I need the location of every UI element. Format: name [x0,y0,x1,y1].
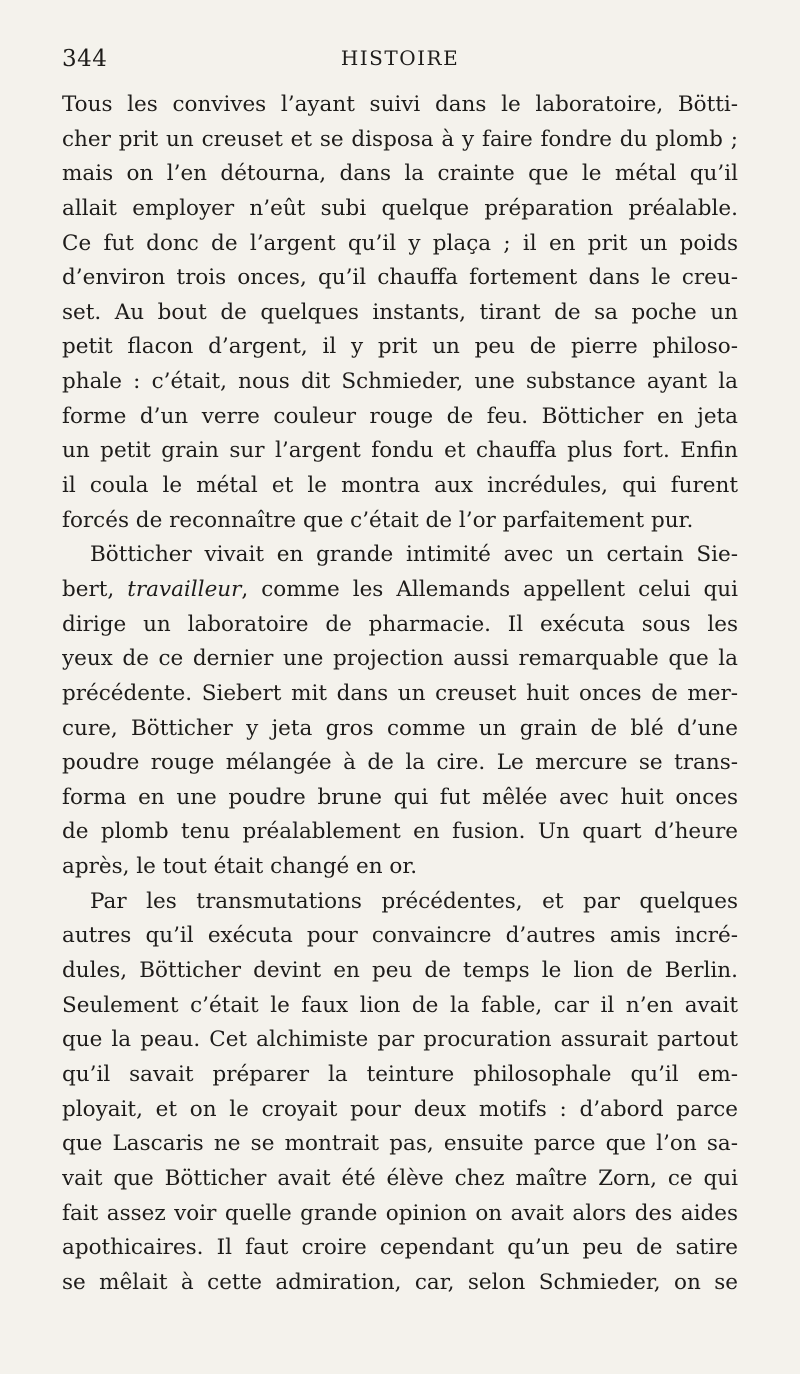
text-line: autres qu’il exécuta pour convaincre d’autres amis incré- [62,923,738,949]
text-line: cure, Bötticher y jeta gros comme un grain de blé d’une [62,715,738,741]
running-head [62,46,738,80]
text-line: vait que Bötticher avait été élève chez maître Zorn, ce qui [62,1165,738,1191]
text-line: Par les transmutations précédentes, et par quelques [90,888,738,914]
text-line: mais on l’en détourna, dans la crainte que le métal qu’il [62,161,738,187]
text-line: que la peau. Cet alchimiste par procuration assurait partout [62,1027,738,1053]
text-line: Bötticher vivait en grande intimité avec un certain Sie- [90,542,738,568]
text-segment: , comme les Allemands appellent celui qui [241,576,738,602]
text-line: dules, Bötticher devint en peu de temps le lion de Berlin. [62,958,738,984]
text-line: après, le tout était changé en or. [62,854,418,880]
text-line: il coula le métal et le montra aux incrédules, qui furent [62,473,738,499]
text-line: forme d’un verre couleur rouge de feu. Bötticher en jeta [62,403,738,429]
text-line: phale : c’était, nous dit Schmieder, une substance ayant la [62,369,738,395]
text-line: de plomb tenu préalablement en fusion. Un quart d’heure [62,819,738,845]
text-line: petit flacon d’argent, il y prit un peu de pierre philoso- [62,334,738,360]
text-line: forcés de reconnaître que c’était de l’or parfaitement pur. [62,507,694,533]
text-line: forma en une poudre brune qui fut mêlée avec huit onces [62,784,738,810]
text-line: précédente. Siebert mit dans un creuset huit onces de mer- [62,680,738,706]
text-line: que Lascaris ne se montrait pas, ensuite parce que l’on sa- [62,1131,738,1157]
text-line: Seulement c’était le faux lion de la fable, car il n’en avait [62,992,738,1018]
text-line: Tous les convives l’ayant suivi dans le laboratoire, Bötti- [62,92,738,117]
page-number: 344 [62,46,108,72]
text-line: ployait, et on le croyait pour deux motifs : d’abord parce [62,1096,738,1122]
text-line: qu’il savait préparer la teinture philosophale qu’il em- [62,1061,738,1087]
text-line: se mêlait à cette admiration, car, selon Schmieder, on se [62,1269,738,1295]
body-text [62,88,738,1300]
text-line [62,573,738,608]
running-title: HISTOIRE [340,46,460,70]
text-line: set. Au bout de quelques instants, tirant de sa poche un [62,299,738,325]
text-line: apothicaires. Il faut croire cependant qu’un peu de satire [62,1235,738,1261]
text-line: poudre rouge mélangée à de la cire. Le mercure se trans- [62,750,738,776]
text-line: d’environ trois onces, qu’il chauffa fortement dans le creu- [62,265,738,291]
text-segment: bert, [62,576,128,602]
text-line: un petit grain sur l’argent fondu et chauffa plus fort. Enfin [62,438,738,464]
text-line: cher prit un creuset et se disposa à y faire fondre du plomb ; [62,126,738,152]
text-line: allait employer n’eût subi quelque préparation préalable. [62,195,738,221]
text-line: fait assez voir quelle grande opinion on avait alors des aides [62,1200,738,1226]
text-line: Ce fut donc de l’argent qu’il y plaça ; il en prit un poids [62,230,738,256]
text-line: dirige un laboratoire de pharmacie. Il exécuta sous les [62,611,738,637]
text-line: yeux de ce dernier une projection aussi remarquable que la [62,646,738,672]
italic-term: travailleur [127,576,242,602]
